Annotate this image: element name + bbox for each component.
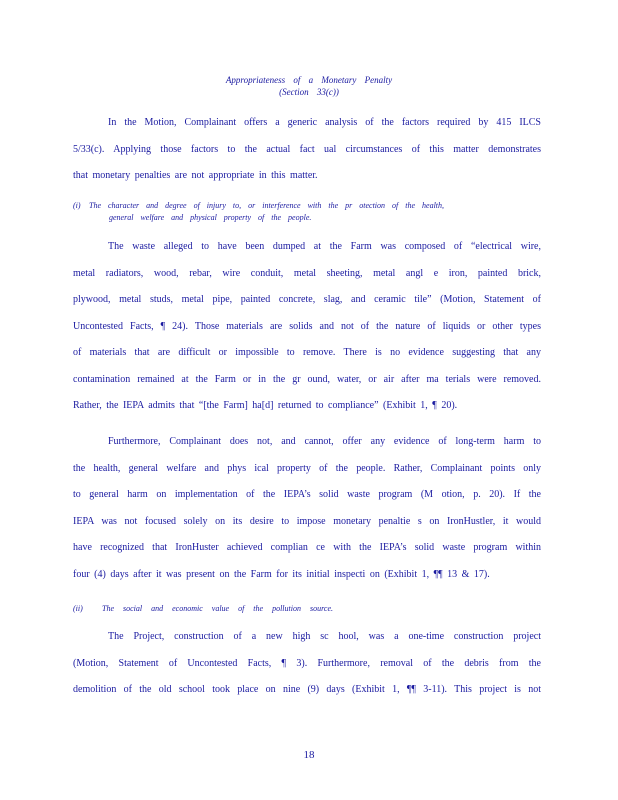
text-line: have recognized that IronHuster achieved complian ce with the IEPA’s solid waste program within — [73, 542, 541, 553]
section-heading-title: Appropriateness of a Monetary Penalty — [225, 75, 393, 85]
text-line: of materials that are difficult or impossible to remove. There is no evidence suggesting that any — [73, 347, 541, 358]
text-line: In the Motion, Complainant offers a generic analysis of the factors required by 415 ILCS — [108, 117, 541, 128]
text-line: metal radiators, wood, rebar, wire conduit, metal sheeting, metal angl e iron, painted brick, — [73, 267, 541, 279]
text-line: the health, general welfare and phys ical property of the people. Rather, Complainant points only — [73, 462, 541, 474]
text-line: to general harm on implementation of the IEPA’s solid waste program (M otion, p. 20). If the — [73, 489, 541, 500]
factor-heading-ii — [73, 603, 543, 617]
text-line: Rather, the IEPA admits that “[the Farm] ha[d] returned to compliance” (Exhibit 1, ¶ 20). — [73, 400, 458, 411]
page-number: 18 — [303, 749, 315, 761]
text-line: Uncontested Facts, ¶ 24). Those materials are solids and not of the nature of liquids or other types — [73, 320, 541, 332]
factor-heading-i — [73, 200, 543, 226]
text-line: (Motion, Statement of Uncontested Facts, ¶ 3). Furthermore, removal of the debris from the — [73, 657, 541, 669]
text-line: IEPA was not focused solely on its desire to impose monetary penaltie s on IronHustler, it would — [73, 515, 541, 527]
factor-text: The social and economic value of the pollution source. — [102, 604, 334, 613]
text-line: Furthermore, Complainant does not, and cannot, offer any evidence of long-term harm to — [108, 436, 541, 447]
text-line: 5/33(c). Applying those factors to the actual fact ual circumstances of this matter demonstrates — [73, 143, 541, 155]
paragraph-harm — [73, 429, 541, 588]
paragraph-intro — [73, 110, 541, 190]
text-line: four (4) days after it was present on the Farm for its initial inspecti on (Exhibit 1, ¶¶ 13 & 17). — [73, 568, 490, 580]
section-heading-subtitle — [0, 86, 618, 98]
factor-number: (ii) — [73, 604, 83, 613]
text-line: demolition of the old school took place on nine (9) days (Exhibit 1, ¶¶ 3-11). This project is not — [73, 684, 541, 695]
text-line: The Project, construction of a new high sc hool, was a one-time construction project — [108, 631, 541, 642]
paragraph-project — [73, 624, 541, 704]
text-line: The waste alleged to have been dumped at the Farm was composed of “electrical wire, — [108, 241, 541, 252]
text-line: plywood, metal studs, metal pipe, painted concrete, slag, and ceramic tile” (Motion, Statement of — [73, 294, 541, 305]
text-line: that monetary penalties are not appropriate in this matter. — [73, 170, 318, 181]
section-heading — [0, 74, 618, 86]
factor-number: (i) — [73, 201, 81, 210]
factor-text: general welfare and physical property of the people. — [109, 213, 312, 222]
factor-text: The character and degree of injury to, or interference with the pr otection of the health, — [89, 201, 445, 210]
paragraph-waste — [73, 234, 541, 420]
section-reference: (Section 33(c)) — [279, 87, 339, 97]
text-line: contamination remained at the Farm or in the gr ound, water, or air after ma terials were removed. — [73, 373, 541, 385]
